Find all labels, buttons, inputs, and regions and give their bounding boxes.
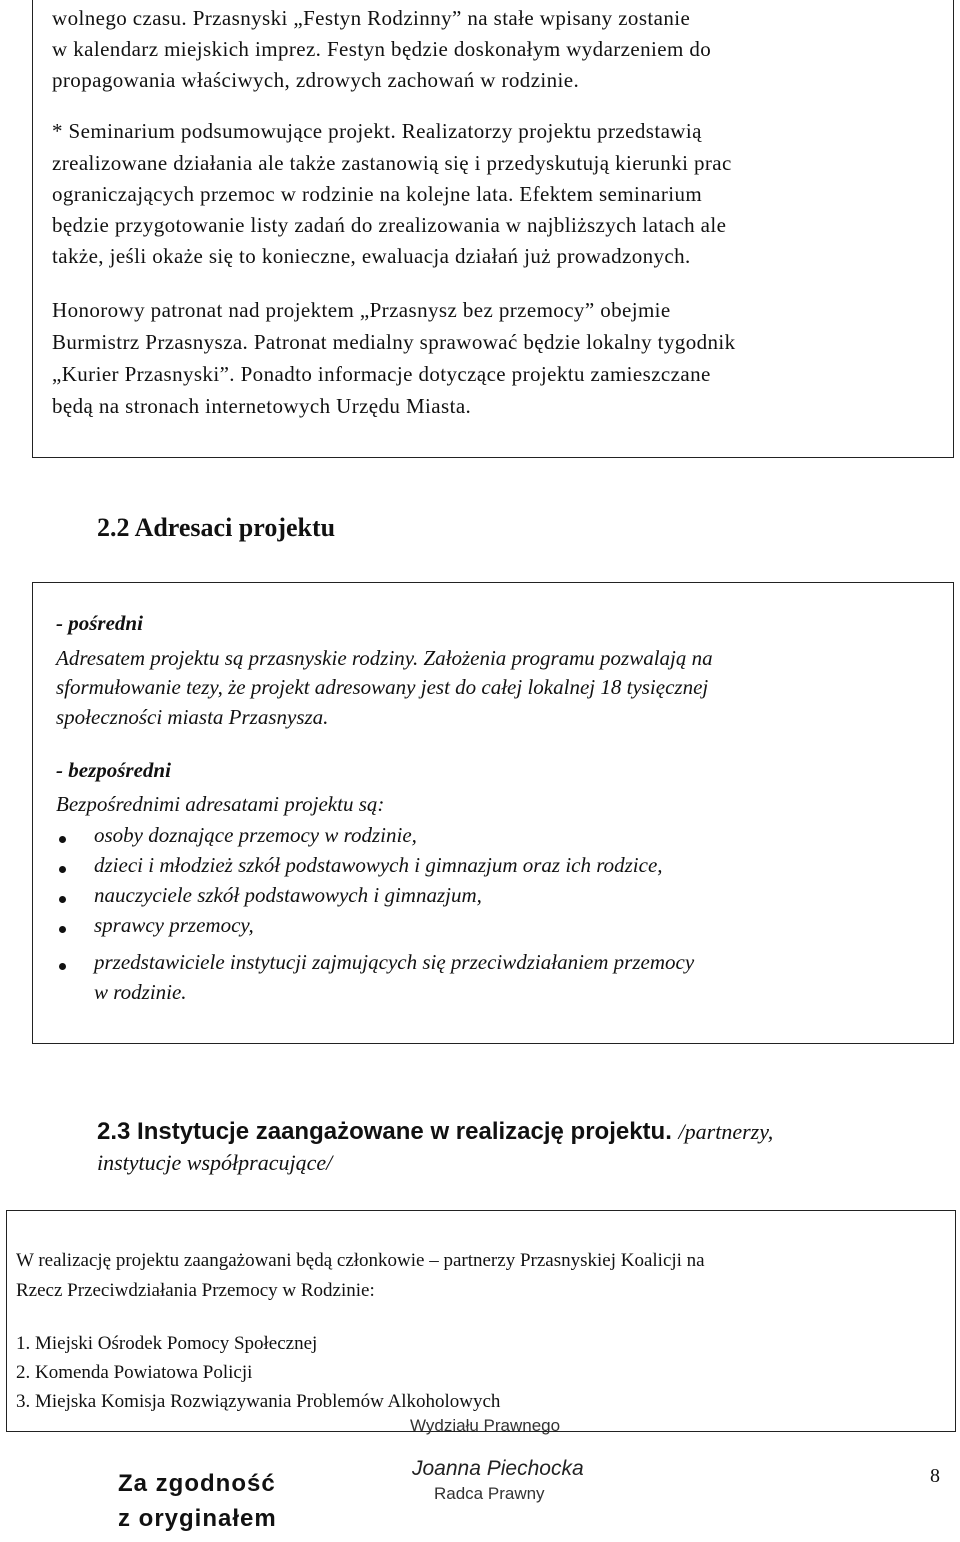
section-2-3-heading-italic-line2: instytucje współpracujące/ — [97, 1150, 333, 1175]
seal-line-title: Radca Prawny — [434, 1484, 545, 1503]
bullet-continuation: w rodzinie. — [94, 980, 187, 1004]
text-line: Burmistrz Przasnysza. Patronat medialny sprawować będzie lokalny tygodnik — [52, 330, 736, 354]
text-line: także, jeśli okaże się to konieczne, ewaluacja działań już prowadzonych. — [52, 244, 691, 268]
text-line: w kalendarz miejskich imprez. Festyn będzie doskonałym wydarzeniem do — [52, 37, 712, 61]
text-line: Adresatem projektu są przasnyskie rodziny. Założenia programu pozwalają na — [56, 646, 713, 670]
indirect-label: - pośredni — [56, 611, 143, 635]
text-line: sformułowanie tezy, że projekt adresowany jest do całej lokalnej 18 tysięcznej — [56, 675, 709, 699]
seal-line-department: Wydziału Prawnego — [410, 1416, 561, 1435]
bullet-dot — [59, 963, 66, 970]
list-item: 3. Miejska Komisja Rozwiązywania Problemów Alkoholowych — [16, 1391, 501, 1412]
section-2-3-heading-italic: /partnerzy, — [678, 1119, 774, 1144]
text-line: propagowania właściwych, zdrowych zachowań w rodzinie. — [52, 68, 580, 92]
direct-intro: Bezpośrednimi adresatami projektu są: — [56, 792, 385, 816]
text-line: zrealizowane działania ale także zastanowią się i przedyskutują kierunki prac — [52, 151, 732, 175]
text-line: wolnego czasu. Przasnyski „Festyn Rodzinny” na stałe wpisany zostanie — [52, 6, 691, 30]
text-line: będą na stronach internetowych Urzędu Miasta. — [52, 394, 472, 418]
page-number: 8 — [930, 1465, 940, 1487]
certified-copy-stamp-line2: z oryginałem — [118, 1505, 277, 1532]
text-line: * Seminarium podsumowujące projekt. Realizatorzy projektu przedstawią — [52, 119, 702, 143]
list-item: 1. Miejski Ośrodek Pomocy Społecznej — [16, 1333, 318, 1354]
text-line: ograniczających przemoc w rodzinie na kolejne lata. Efektem seminarium — [52, 182, 703, 206]
text-line: będzie przygotowanie listy zadań do zrealizowania w najbliższych latach ale — [52, 213, 727, 237]
bullet-item: nauczyciele szkół podstawowych i gimnazjum, — [94, 883, 482, 907]
bullet-item: sprawcy przemocy, — [94, 913, 254, 937]
bullet-item: dzieci i młodzież szkół podstawowych i gimnazjum oraz ich rodzice, — [94, 853, 663, 877]
signature: Joanna Piechocka — [412, 1457, 584, 1480]
text-line: Honorowy patronat nad projektem „Przasnysz bez przemocy” obejmie — [52, 298, 671, 322]
bullet-dot — [59, 836, 66, 843]
text-line: W realizację projektu zaangażowani będą członkowie – partnerzy Przasnyskiej Koalicji na — [16, 1250, 705, 1271]
text-line: „Kurier Przasnyski”. Ponadto informacje dotyczące projektu zamieszczane — [52, 362, 711, 386]
text-line: społeczności miasta Przasnysza. — [56, 705, 329, 729]
bullet-item: przedstawiciele instytucji zajmujących się przeciwdziałaniem przemocy — [94, 950, 695, 974]
bullet-item: osoby doznające przemocy w rodzinie, — [94, 823, 417, 847]
certified-copy-stamp-line1: Za zgodność — [118, 1470, 276, 1497]
bullet-dot — [59, 926, 66, 933]
text-line: Rzecz Przeciwdziałania Przemocy w Rodzinie: — [16, 1280, 375, 1301]
direct-label: - bezpośredni — [56, 758, 171, 782]
section-2-3-heading-bold: 2.3 Instytucje zaangażowane w realizację projektu. — [97, 1118, 672, 1145]
bullet-dot — [59, 896, 66, 903]
section-2-2-heading: 2.2 Adresaci projektu — [97, 513, 336, 542]
bullet-dot — [59, 866, 66, 873]
section-2-3-heading — [97, 1118, 773, 1146]
list-item: 2. Komenda Powiatowa Policji — [16, 1362, 253, 1383]
